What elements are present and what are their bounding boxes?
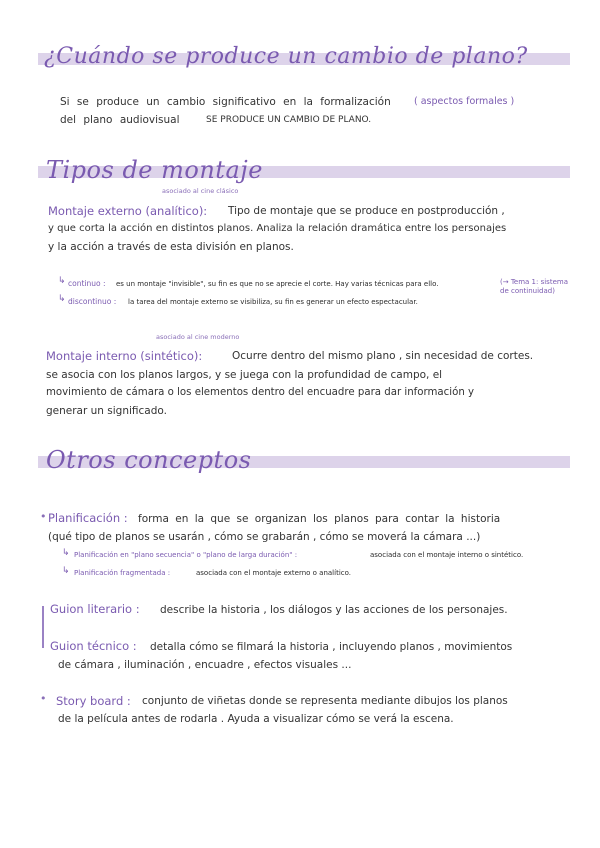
section2-title: Tipos de montaje — [46, 156, 263, 184]
externo-term: Montaje externo (analítico): — [48, 204, 208, 218]
section1-text-b: del plano audiovisual — [60, 114, 180, 126]
interno-term: Montaje interno (sintético): — [46, 349, 203, 363]
section1-text-a: Si se produce un cambio significativo en la formalización — [60, 96, 391, 108]
planificacion-sub1-text: asociada con el montaje interno o sintético. — [370, 551, 524, 559]
guion-tecnico-line-1: detalla cómo se filmará la historia , incluyendo planos , movimientos — [150, 641, 513, 653]
storyboard-line-1: conjunto de viñetas donde se representa mediante dibujos los planos — [142, 695, 508, 707]
bullet-icon: • — [40, 510, 47, 523]
continuo-note: (→ Tema 1: sistema de continuidad) — [500, 278, 568, 295]
interno-line-3: movimiento de cámara o los elementos dentro del encuadre para dar información y — [46, 387, 475, 398]
section1-aside: ( aspectos formales ) — [414, 96, 515, 107]
storyboard-line-2: de la película antes de rodarla . Ayuda a visualizar cómo se verá la escena. — [58, 713, 454, 725]
planificacion-line-2: (qué tipo de planos se usarán , cómo se grabarán , cómo se moverá la cámara ...) — [48, 531, 481, 543]
discontinuo-text: la tarea del montaje externo se visibiliza, su fin es generar un efecto espectacular. — [128, 298, 418, 306]
externo-line-2: y que corta la acción en distintos planos. Analiza la relación dramática entre los personajes — [48, 223, 507, 234]
section1-title: ¿Cuándo se produce un cambio de plano? — [44, 44, 528, 69]
section1-text-c: SE PRODUCE UN CAMBIO DE PLANO. — [206, 115, 372, 125]
guion-tecnico-line-2: de cámara , iluminación , encuadre , efectos visuales ... — [58, 659, 352, 671]
planificacion-sub2-term: Planificación fragmentada : — [74, 569, 171, 577]
storyboard-term: Story board : — [56, 694, 131, 708]
interno-line-2: se asocia con los planos largos, y se juega con la profundidad de campo, el — [46, 369, 443, 381]
arrow-icon: ↳ — [58, 276, 66, 286]
externo-note: asociado al cine clásico — [162, 187, 239, 195]
guion-literario-text: describe la historia , los diálogos y las acciones de los personajes. — [160, 604, 508, 616]
externo-line-1: Tipo de montaje que se produce en postproducción , — [228, 205, 505, 217]
arrow-icon: ↳ — [58, 294, 66, 304]
discontinuo-term: discontinuo : — [68, 297, 117, 306]
guion-tecnico-term: Guion técnico : — [50, 639, 137, 653]
interno-note: asociado al cine moderno — [156, 333, 240, 341]
guion-literario-term: Guion literario : — [50, 602, 140, 616]
arrow-icon: ↳ — [62, 548, 70, 558]
planificacion-term: Planificación : — [48, 511, 128, 525]
bracket-line — [42, 606, 44, 648]
arrow-icon: ↳ — [62, 566, 70, 576]
interno-line-4: generar un significado. — [46, 405, 167, 417]
bullet-icon: • — [40, 692, 47, 705]
planificacion-line-1: forma en la que se organizan los planos para contar la historia — [138, 513, 501, 525]
continuo-term: continuo : — [68, 279, 106, 288]
continuo-text: es un montaje "invisible", su fin es que no se aprecie el corte. Hay varias técnicas para ello. — [116, 280, 439, 288]
planificacion-sub2-text: asociada con el montaje externo o analítico. — [196, 569, 351, 577]
planificacion-sub1-term: Planificación en "plano secuencia" o "plano de larga duración" : — [74, 551, 298, 559]
interno-line-1: Ocurre dentro del mismo plano , sin necesidad de cortes. — [232, 350, 534, 362]
externo-line-3: y la acción a través de esta división en planos. — [48, 241, 294, 253]
section3-title: Otros conceptos — [46, 446, 252, 474]
